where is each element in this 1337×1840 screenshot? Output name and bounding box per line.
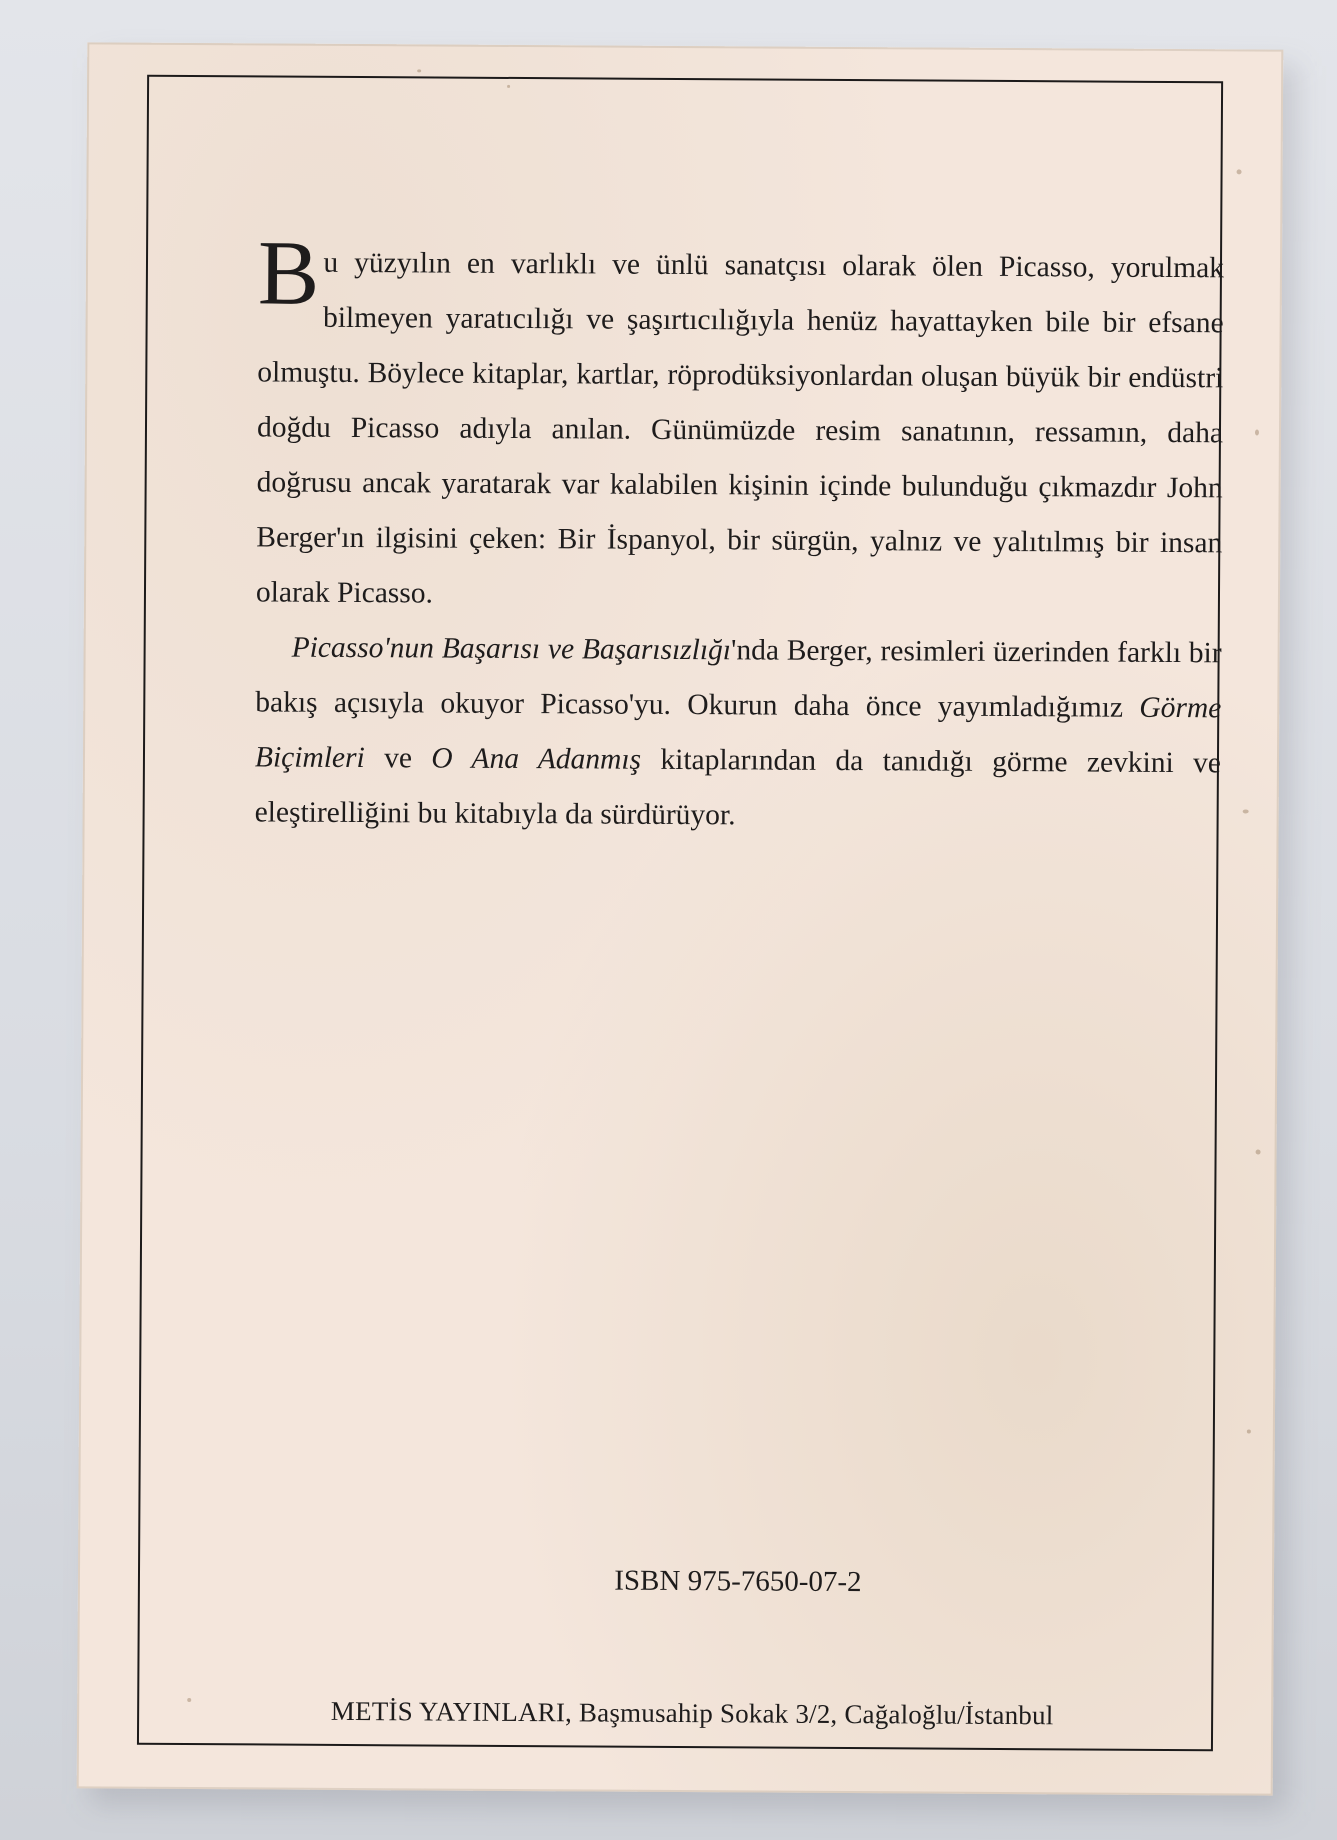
paragraph-2-text-a: 'nda Berger, resimleri üzerinden farklı bir bakış açısıyla okuyor Picasso'yu. Okurun daha önce yayımladığımız	[255, 634, 1222, 724]
paragraph-2-text-c: kitaplarından da tanıdığı görme zevkini ve eleştirelliğini bu kitabıyla da sürdürüyor.	[254, 743, 1222, 832]
blurb-paragraph-2	[254, 620, 1221, 846]
publisher-address: METİS YAYINLARI, Başmusahip Sokak 3/2, Cağaloğlu/İstanbul	[330, 1695, 1054, 1731]
stain-speck	[417, 69, 421, 72]
stain-speck	[1255, 430, 1259, 436]
stain-speck	[1256, 1150, 1261, 1155]
stain-speck	[1247, 1429, 1251, 1433]
paragraph-2-text-b: ve	[364, 742, 432, 775]
book-back-cover	[77, 42, 1284, 1795]
book-title: Picasso'nun Başarısı ve Başarısızlığı	[291, 631, 732, 667]
stain-speck	[1243, 809, 1249, 813]
other-book-title-1: Görme Biçimleri	[254, 691, 1222, 775]
blurb-paragraph-1	[255, 221, 1225, 626]
blurb-text	[254, 221, 1225, 846]
border-frame	[137, 75, 1223, 1752]
drop-cap: B	[257, 221, 320, 324]
stain-speck	[1237, 169, 1242, 174]
isbn-number: ISBN 975-7650-07-2	[614, 1564, 862, 1599]
other-book-title-2: O Ana Adanmış	[431, 742, 642, 776]
paragraph-1-text: u yüzyılın en varlıklı ve ünlü sanatçısı olarak ölen Picasso, yorulmak bilmeyen yaratıcılığı ve şaşırtıcılığıyla henüz hayattayken bile bir efsane olmuştu. Böylece kitaplar, kartlar, röprodüksiyonlardan oluşan büyük bir endüstri doğdu Picasso adıyla anılan. Günümüzde resim sanatının, ressamın, daha doğrusu ancak yaratarak var kalabilen kişinin içinde bulunduğu çıkmazdır John Berger'ın ilgisini çeken: Bir İspanyol, bir sürgün, yalnız ve yalıtılmış bir insan olarak Picasso.	[255, 246, 1225, 610]
